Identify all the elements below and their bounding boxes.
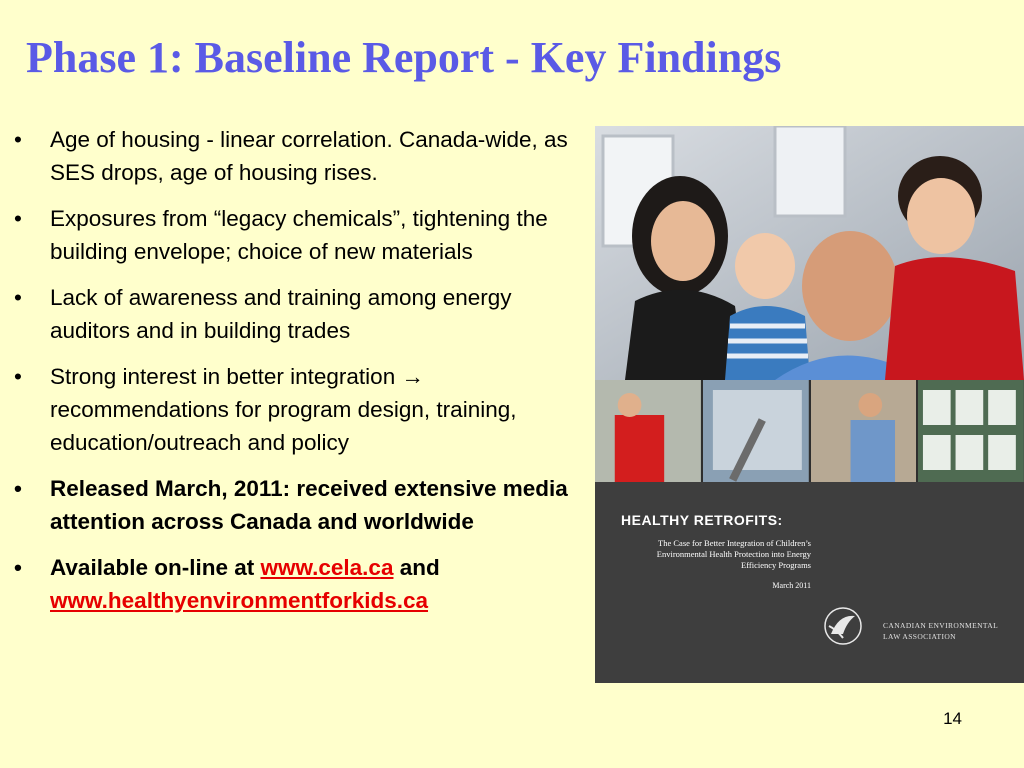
bullet-marker: • <box>14 127 22 152</box>
cover-date: March 2011 <box>772 581 811 590</box>
bullet-marker: • <box>14 285 22 310</box>
slide-title: Phase 1: Baseline Report - Key Findings <box>26 33 782 82</box>
bullet-marker: • <box>14 476 22 501</box>
bullet-text-middle: and <box>393 555 440 580</box>
photo-strip <box>595 380 1024 482</box>
bullet-marker: • <box>14 555 22 580</box>
cover-text-block <box>621 512 1011 590</box>
bullet-text: Age of housing - linear correlation. Canada-wide, as SES drops, age of housing rises. <box>50 127 568 185</box>
list-item <box>0 551 580 617</box>
worker-photo <box>595 380 703 482</box>
cela-link[interactable]: www.cela.ca <box>260 555 394 580</box>
contractor-photo <box>811 380 919 482</box>
list-item <box>0 202 580 268</box>
bullet-text: Released March, 2011: received extensive media attention across Canada and worldwide <box>50 476 568 534</box>
page-number: 14 <box>943 709 962 728</box>
list-item <box>0 123 580 189</box>
cover-subtitle: The Case for Better Integration of Children’s Environmental Health Protection into Energy Efficiency Programs <box>656 538 811 570</box>
family-photo <box>595 126 1024 380</box>
list-item <box>0 281 580 347</box>
findings-list <box>0 123 580 630</box>
list-item <box>0 472 580 538</box>
report-cover-image <box>595 126 1024 683</box>
window-repair-photo <box>703 380 811 482</box>
cela-org-name <box>883 620 1013 642</box>
healthyenvironmentforkids-link[interactable]: www.healthyenvironmentforkids.ca <box>50 588 429 613</box>
bullet-text: Strong interest in better integration → recommendations for program design, training, education/outreach and policy <box>50 364 517 455</box>
cover-title: HEALTHY RETROFITS: <box>621 512 783 528</box>
bullet-text-prefix: Available on-line at <box>50 555 261 580</box>
bullet-marker: • <box>14 206 22 231</box>
bullet-marker: • <box>14 364 22 389</box>
org-line-1: CANADIAN ENVIRONMENTAL <box>883 621 999 630</box>
cela-logo-icon <box>821 604 865 648</box>
bullet-text: Lack of awareness and training among energy auditors and in building trades <box>50 285 512 343</box>
org-line-2: LAW ASSOCIATION <box>883 632 956 641</box>
bullet-text: Exposures from “legacy chemicals”, tightening the building envelope; choice of new materials <box>50 206 548 264</box>
list-item <box>0 360 580 459</box>
paint-cans-photo <box>918 380 1024 482</box>
